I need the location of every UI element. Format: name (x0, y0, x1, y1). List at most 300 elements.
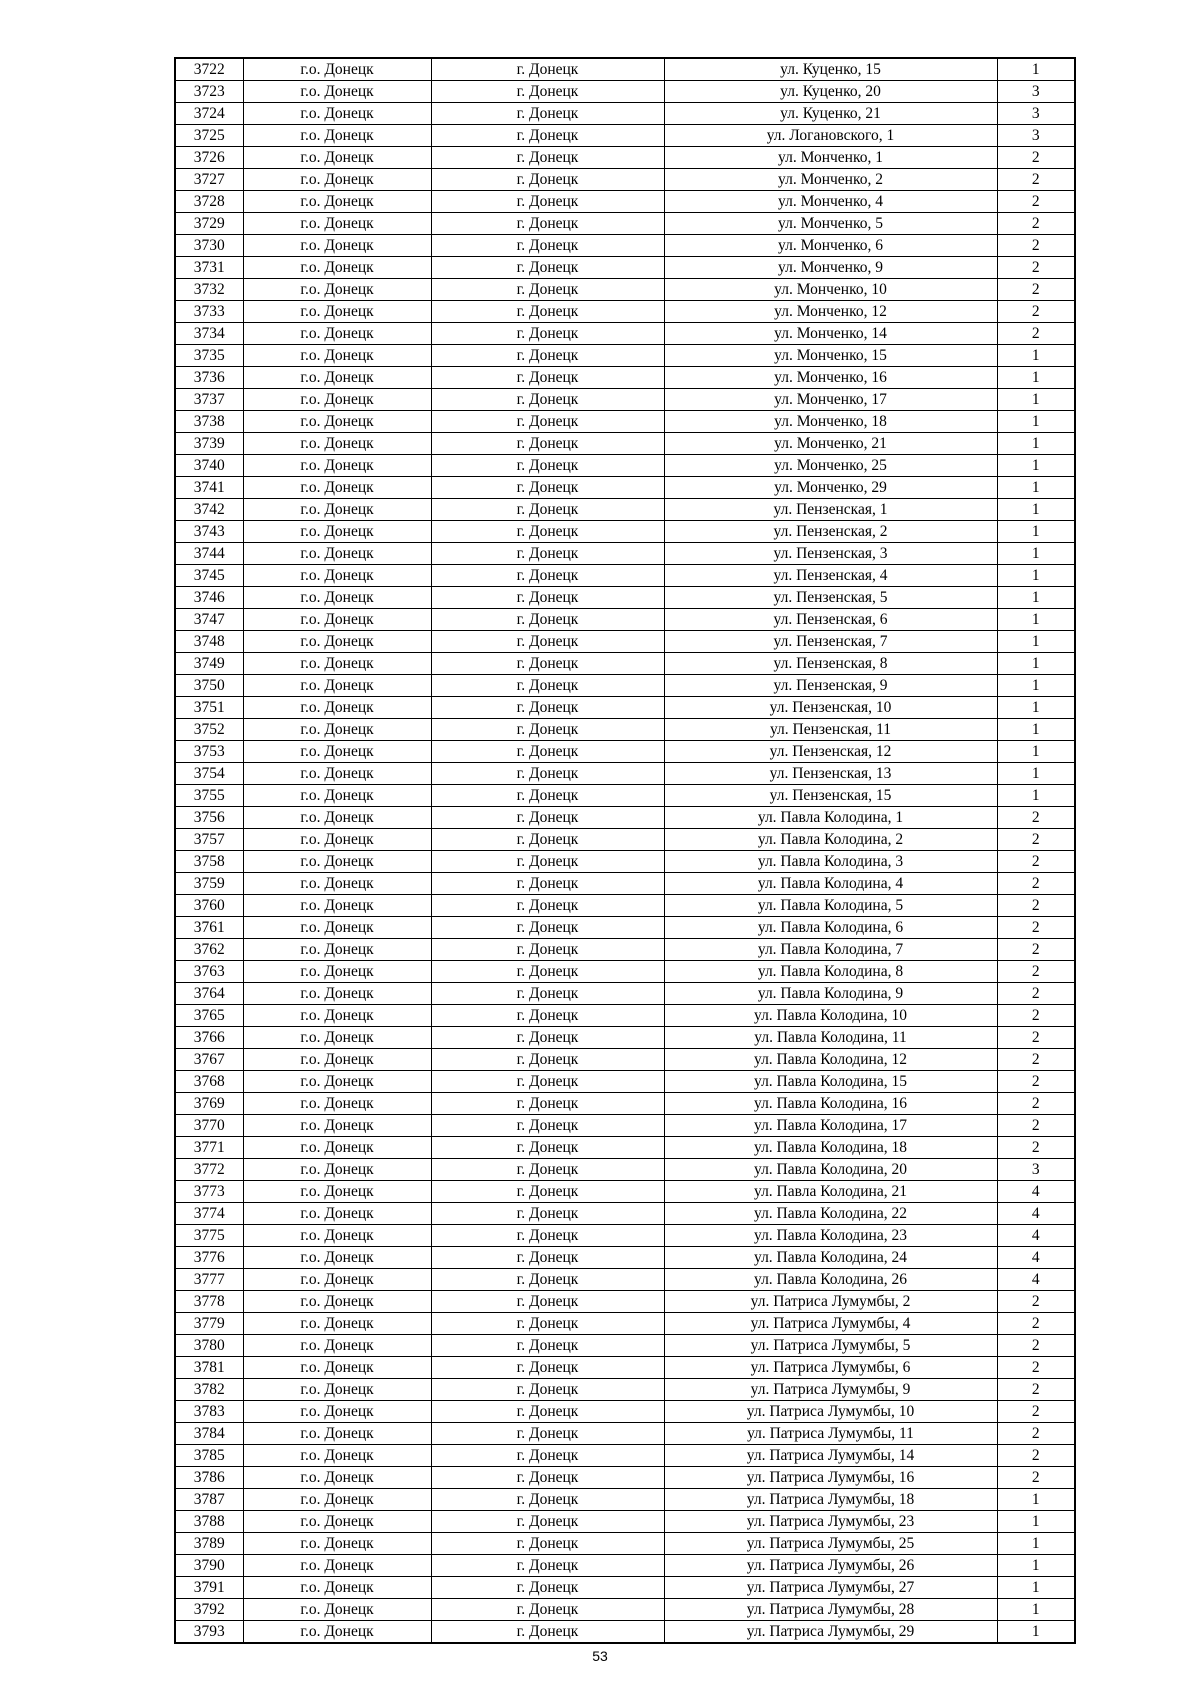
okrug-cell: г.о. Донецк (243, 1225, 431, 1247)
value-cell: 3 (997, 125, 1075, 147)
okrug-cell: г.о. Донецк (243, 279, 431, 301)
table-row (175, 1093, 1075, 1115)
address-cell: ул. Патриса Лумумбы, 4 (664, 1313, 997, 1335)
row-number-cell: 3770 (175, 1115, 243, 1137)
okrug-cell: г.о. Донецк (243, 1005, 431, 1027)
address-cell: ул. Монченко, 6 (664, 235, 997, 257)
value-cell: 3 (997, 1159, 1075, 1181)
address-cell: ул. Патриса Лумумбы, 6 (664, 1357, 997, 1379)
okrug-cell: г.о. Донецк (243, 719, 431, 741)
city-cell: г. Донецк (431, 697, 664, 719)
row-number-cell: 3772 (175, 1159, 243, 1181)
value-cell: 2 (997, 1027, 1075, 1049)
table-row (175, 301, 1075, 323)
address-cell: ул. Патриса Лумумбы, 27 (664, 1577, 997, 1599)
city-cell: г. Донецк (431, 521, 664, 543)
address-cell: ул. Патриса Лумумбы, 18 (664, 1489, 997, 1511)
city-cell: г. Донецк (431, 939, 664, 961)
value-cell: 1 (997, 675, 1075, 697)
okrug-cell: г.о. Донецк (243, 917, 431, 939)
okrug-cell: г.о. Донецк (243, 1181, 431, 1203)
city-cell: г. Донецк (431, 895, 664, 917)
city-cell: г. Донецк (431, 829, 664, 851)
table-row (175, 1357, 1075, 1379)
table-row (175, 1335, 1075, 1357)
okrug-cell: г.о. Донецк (243, 895, 431, 917)
value-cell: 1 (997, 543, 1075, 565)
value-cell: 2 (997, 169, 1075, 191)
okrug-cell: г.о. Донецк (243, 235, 431, 257)
address-cell: ул. Пензенская, 4 (664, 565, 997, 587)
value-cell: 3 (997, 103, 1075, 125)
table-row (175, 58, 1075, 81)
address-cell: ул. Пензенская, 11 (664, 719, 997, 741)
value-cell: 2 (997, 1071, 1075, 1093)
address-cell: ул. Логановского, 1 (664, 125, 997, 147)
row-number-cell: 3777 (175, 1269, 243, 1291)
value-cell: 2 (997, 983, 1075, 1005)
address-cell: ул. Патриса Лумумбы, 23 (664, 1511, 997, 1533)
city-cell: г. Донецк (431, 1533, 664, 1555)
value-cell: 4 (997, 1269, 1075, 1291)
row-number-cell: 3759 (175, 873, 243, 895)
table-row (175, 345, 1075, 367)
value-cell: 3 (997, 81, 1075, 103)
row-number-cell: 3788 (175, 1511, 243, 1533)
city-cell: г. Донецк (431, 103, 664, 125)
city-cell: г. Донецк (431, 609, 664, 631)
value-cell: 1 (997, 653, 1075, 675)
address-cell: ул. Монченко, 9 (664, 257, 997, 279)
value-cell: 2 (997, 301, 1075, 323)
value-cell: 1 (997, 499, 1075, 521)
table-row (175, 543, 1075, 565)
okrug-cell: г.о. Донецк (243, 433, 431, 455)
table-row (175, 1555, 1075, 1577)
value-cell: 1 (997, 587, 1075, 609)
value-cell: 2 (997, 147, 1075, 169)
address-cell: ул. Пензенская, 12 (664, 741, 997, 763)
table-row (175, 279, 1075, 301)
value-cell: 4 (997, 1247, 1075, 1269)
table-row (175, 213, 1075, 235)
row-number-cell: 3793 (175, 1621, 243, 1644)
value-cell: 2 (997, 1313, 1075, 1335)
table-row (175, 1379, 1075, 1401)
row-number-cell: 3748 (175, 631, 243, 653)
city-cell: г. Донецк (431, 1511, 664, 1533)
city-cell: г. Донецк (431, 719, 664, 741)
okrug-cell: г.о. Донецк (243, 455, 431, 477)
value-cell: 1 (997, 455, 1075, 477)
address-cell: ул. Монченко, 1 (664, 147, 997, 169)
address-cell: ул. Павла Колодина, 23 (664, 1225, 997, 1247)
okrug-cell: г.о. Донецк (243, 257, 431, 279)
okrug-cell: г.о. Донецк (243, 191, 431, 213)
row-number-cell: 3761 (175, 917, 243, 939)
row-number-cell: 3727 (175, 169, 243, 191)
city-cell: г. Донецк (431, 741, 664, 763)
table-row (175, 125, 1075, 147)
city-cell: г. Донецк (431, 323, 664, 345)
value-cell: 1 (997, 741, 1075, 763)
address-cell: ул. Монченко, 15 (664, 345, 997, 367)
okrug-cell: г.о. Донецк (243, 697, 431, 719)
city-cell: г. Донецк (431, 1401, 664, 1423)
value-cell: 2 (997, 257, 1075, 279)
okrug-cell: г.о. Донецк (243, 631, 431, 653)
value-cell: 2 (997, 1401, 1075, 1423)
value-cell: 2 (997, 939, 1075, 961)
value-cell: 2 (997, 961, 1075, 983)
table-row (175, 961, 1075, 983)
row-number-cell: 3752 (175, 719, 243, 741)
okrug-cell: г.о. Донецк (243, 1291, 431, 1313)
value-cell: 1 (997, 631, 1075, 653)
value-cell: 1 (997, 1599, 1075, 1621)
row-number-cell: 3765 (175, 1005, 243, 1027)
row-number-cell: 3755 (175, 785, 243, 807)
table-row (175, 411, 1075, 433)
row-number-cell: 3731 (175, 257, 243, 279)
value-cell: 2 (997, 917, 1075, 939)
value-cell: 2 (997, 323, 1075, 345)
row-number-cell: 3745 (175, 565, 243, 587)
city-cell: г. Донецк (431, 807, 664, 829)
okrug-cell: г.о. Донецк (243, 1379, 431, 1401)
address-cell: ул. Павла Колодина, 10 (664, 1005, 997, 1027)
row-number-cell: 3790 (175, 1555, 243, 1577)
address-cell: ул. Монченко, 18 (664, 411, 997, 433)
address-cell: ул. Пензенская, 6 (664, 609, 997, 631)
city-cell: г. Донецк (431, 411, 664, 433)
okrug-cell: г.о. Донецк (243, 147, 431, 169)
address-cell: ул. Патриса Лумумбы, 26 (664, 1555, 997, 1577)
value-cell: 2 (997, 213, 1075, 235)
row-number-cell: 3773 (175, 1181, 243, 1203)
address-cell: ул. Пензенская, 15 (664, 785, 997, 807)
city-cell: г. Донецк (431, 1291, 664, 1313)
value-cell: 1 (997, 367, 1075, 389)
okrug-cell: г.о. Донецк (243, 477, 431, 499)
row-number-cell: 3779 (175, 1313, 243, 1335)
row-number-cell: 3757 (175, 829, 243, 851)
value-cell: 1 (997, 1511, 1075, 1533)
row-number-cell: 3723 (175, 81, 243, 103)
address-cell: ул. Павла Колодина, 3 (664, 851, 997, 873)
city-cell: г. Донецк (431, 477, 664, 499)
row-number-cell: 3741 (175, 477, 243, 499)
okrug-cell: г.о. Донецк (243, 807, 431, 829)
row-number-cell: 3730 (175, 235, 243, 257)
table-row (175, 895, 1075, 917)
address-cell: ул. Пензенская, 3 (664, 543, 997, 565)
row-number-cell: 3738 (175, 411, 243, 433)
okrug-cell: г.о. Донецк (243, 1621, 431, 1644)
city-cell: г. Донецк (431, 1379, 664, 1401)
value-cell: 4 (997, 1203, 1075, 1225)
city-cell: г. Донецк (431, 301, 664, 323)
okrug-cell: г.о. Донецк (243, 741, 431, 763)
table-row (175, 499, 1075, 521)
table-row (175, 1049, 1075, 1071)
table-row (175, 147, 1075, 169)
city-cell: г. Донецк (431, 1049, 664, 1071)
city-cell: г. Донецк (431, 763, 664, 785)
okrug-cell: г.о. Донецк (243, 1071, 431, 1093)
value-cell: 2 (997, 1467, 1075, 1489)
row-number-cell: 3728 (175, 191, 243, 213)
address-cell: ул. Монченко, 2 (664, 169, 997, 191)
address-cell: ул. Монченко, 14 (664, 323, 997, 345)
address-cell: ул. Патриса Лумумбы, 11 (664, 1423, 997, 1445)
okrug-cell: г.о. Донецк (243, 389, 431, 411)
table-row (175, 1005, 1075, 1027)
table-row (175, 939, 1075, 961)
city-cell: г. Донецк (431, 257, 664, 279)
address-cell: ул. Патриса Лумумбы, 28 (664, 1599, 997, 1621)
address-cell: ул. Патриса Лумумбы, 5 (664, 1335, 997, 1357)
address-cell: ул. Куценко, 20 (664, 81, 997, 103)
address-cell: ул. Павла Колодина, 20 (664, 1159, 997, 1181)
okrug-cell: г.о. Донецк (243, 829, 431, 851)
row-number-cell: 3767 (175, 1049, 243, 1071)
address-cell: ул. Монченко, 21 (664, 433, 997, 455)
city-cell: г. Донецк (431, 1423, 664, 1445)
address-cell: ул. Павла Колодина, 4 (664, 873, 997, 895)
okrug-cell: г.о. Донецк (243, 565, 431, 587)
row-number-cell: 3774 (175, 1203, 243, 1225)
address-cell: ул. Монченко, 17 (664, 389, 997, 411)
row-number-cell: 3786 (175, 1467, 243, 1489)
okrug-cell: г.о. Донецк (243, 1335, 431, 1357)
address-table-body (175, 58, 1075, 1643)
okrug-cell: г.о. Донецк (243, 983, 431, 1005)
city-cell: г. Донецк (431, 1093, 664, 1115)
okrug-cell: г.о. Донецк (243, 1313, 431, 1335)
row-number-cell: 3762 (175, 939, 243, 961)
row-number-cell: 3744 (175, 543, 243, 565)
okrug-cell: г.о. Донецк (243, 609, 431, 631)
table-row (175, 1181, 1075, 1203)
value-cell: 2 (997, 235, 1075, 257)
table-row (175, 257, 1075, 279)
city-cell: г. Донецк (431, 1335, 664, 1357)
table-row (175, 1115, 1075, 1137)
table-row (175, 455, 1075, 477)
table-row (175, 521, 1075, 543)
address-cell: ул. Монченко, 4 (664, 191, 997, 213)
address-cell: ул. Монченко, 29 (664, 477, 997, 499)
city-cell: г. Донецк (431, 587, 664, 609)
city-cell: г. Донецк (431, 1027, 664, 1049)
city-cell: г. Донецк (431, 1357, 664, 1379)
row-number-cell: 3733 (175, 301, 243, 323)
value-cell: 1 (997, 477, 1075, 499)
city-cell: г. Донецк (431, 235, 664, 257)
okrug-cell: г.о. Донецк (243, 125, 431, 147)
table-row (175, 587, 1075, 609)
value-cell: 2 (997, 191, 1075, 213)
address-cell: ул. Павла Колодина, 21 (664, 1181, 997, 1203)
address-cell: ул. Пензенская, 7 (664, 631, 997, 653)
address-cell: ул. Павла Колодина, 5 (664, 895, 997, 917)
table-row (175, 1203, 1075, 1225)
okrug-cell: г.о. Донецк (243, 939, 431, 961)
city-cell: г. Донецк (431, 455, 664, 477)
table-row (175, 1137, 1075, 1159)
table-row (175, 323, 1075, 345)
table-row (175, 697, 1075, 719)
row-number-cell: 3736 (175, 367, 243, 389)
table-row (175, 1159, 1075, 1181)
address-table (174, 57, 1076, 1644)
table-row (175, 389, 1075, 411)
row-number-cell: 3751 (175, 697, 243, 719)
address-cell: ул. Павла Колодина, 8 (664, 961, 997, 983)
address-cell: ул. Павла Колодина, 15 (664, 1071, 997, 1093)
city-cell: г. Донецк (431, 1445, 664, 1467)
city-cell: г. Донецк (431, 543, 664, 565)
value-cell: 2 (997, 1115, 1075, 1137)
okrug-cell: г.о. Донецк (243, 213, 431, 235)
row-number-cell: 3787 (175, 1489, 243, 1511)
row-number-cell: 3742 (175, 499, 243, 521)
value-cell: 1 (997, 1621, 1075, 1644)
table-row (175, 191, 1075, 213)
okrug-cell: г.о. Донецк (243, 345, 431, 367)
city-cell: г. Донецк (431, 279, 664, 301)
city-cell: г. Донецк (431, 675, 664, 697)
address-cell: ул. Патриса Лумумбы, 10 (664, 1401, 997, 1423)
table-row (175, 1599, 1075, 1621)
address-cell: ул. Куценко, 15 (664, 58, 997, 81)
city-cell: г. Донецк (431, 961, 664, 983)
address-cell: ул. Павла Колодина, 11 (664, 1027, 997, 1049)
address-cell: ул. Патриса Лумумбы, 29 (664, 1621, 997, 1644)
okrug-cell: г.о. Донецк (243, 1203, 431, 1225)
value-cell: 1 (997, 785, 1075, 807)
value-cell: 4 (997, 1225, 1075, 1247)
okrug-cell: г.о. Донецк (243, 1445, 431, 1467)
row-number-cell: 3747 (175, 609, 243, 631)
row-number-cell: 3785 (175, 1445, 243, 1467)
city-cell: г. Донецк (431, 917, 664, 939)
table-row (175, 477, 1075, 499)
city-cell: г. Донецк (431, 1115, 664, 1137)
city-cell: г. Донецк (431, 631, 664, 653)
address-cell: ул. Павла Колодина, 18 (664, 1137, 997, 1159)
value-cell: 1 (997, 345, 1075, 367)
row-number-cell: 3784 (175, 1423, 243, 1445)
address-cell: ул. Пензенская, 1 (664, 499, 997, 521)
address-cell: ул. Павла Колодина, 2 (664, 829, 997, 851)
city-cell: г. Донецк (431, 1555, 664, 1577)
table-row (175, 917, 1075, 939)
table-row (175, 763, 1075, 785)
address-cell: ул. Монченко, 5 (664, 213, 997, 235)
value-cell: 1 (997, 763, 1075, 785)
value-cell: 2 (997, 1005, 1075, 1027)
row-number-cell: 3781 (175, 1357, 243, 1379)
city-cell: г. Донецк (431, 1203, 664, 1225)
value-cell: 1 (997, 521, 1075, 543)
address-cell: ул. Павла Колодина, 24 (664, 1247, 997, 1269)
value-cell: 2 (997, 1093, 1075, 1115)
row-number-cell: 3732 (175, 279, 243, 301)
city-cell: г. Донецк (431, 1467, 664, 1489)
row-number-cell: 3753 (175, 741, 243, 763)
city-cell: г. Донецк (431, 1621, 664, 1644)
address-cell: ул. Монченко, 10 (664, 279, 997, 301)
row-number-cell: 3782 (175, 1379, 243, 1401)
okrug-cell: г.о. Донецк (243, 1159, 431, 1181)
table-row (175, 1489, 1075, 1511)
table-row (175, 829, 1075, 851)
okrug-cell: г.о. Донецк (243, 1555, 431, 1577)
city-cell: г. Донецк (431, 653, 664, 675)
value-cell: 1 (997, 719, 1075, 741)
row-number-cell: 3778 (175, 1291, 243, 1313)
value-cell: 1 (997, 1533, 1075, 1555)
okrug-cell: г.о. Донецк (243, 1357, 431, 1379)
row-number-cell: 3729 (175, 213, 243, 235)
row-number-cell: 3750 (175, 675, 243, 697)
value-cell: 1 (997, 389, 1075, 411)
value-cell: 2 (997, 1291, 1075, 1313)
city-cell: г. Донецк (431, 1599, 664, 1621)
okrug-cell: г.о. Донецк (243, 1489, 431, 1511)
okrug-cell: г.о. Донецк (243, 301, 431, 323)
row-number-cell: 3746 (175, 587, 243, 609)
city-cell: г. Донецк (431, 1159, 664, 1181)
address-cell: ул. Пензенская, 5 (664, 587, 997, 609)
city-cell: г. Донецк (431, 1225, 664, 1247)
page-number: 53 (592, 1648, 608, 1664)
okrug-cell: г.о. Донецк (243, 1511, 431, 1533)
city-cell: г. Донецк (431, 1071, 664, 1093)
address-cell: ул. Павла Колодина, 12 (664, 1049, 997, 1071)
okrug-cell: г.о. Донецк (243, 1115, 431, 1137)
table-row (175, 653, 1075, 675)
address-cell: ул. Куценко, 21 (664, 103, 997, 125)
table-row (175, 983, 1075, 1005)
address-cell: ул. Павла Колодина, 26 (664, 1269, 997, 1291)
row-number-cell: 3735 (175, 345, 243, 367)
okrug-cell: г.о. Донецк (243, 1467, 431, 1489)
row-number-cell: 3771 (175, 1137, 243, 1159)
address-cell: ул. Павла Колодина, 16 (664, 1093, 997, 1115)
okrug-cell: г.о. Донецк (243, 103, 431, 125)
okrug-cell: г.о. Донецк (243, 81, 431, 103)
table-row (175, 851, 1075, 873)
table-row (175, 1467, 1075, 1489)
table-row (175, 169, 1075, 191)
city-cell: г. Донецк (431, 851, 664, 873)
okrug-cell: г.о. Донецк (243, 1423, 431, 1445)
row-number-cell: 3763 (175, 961, 243, 983)
table-row (175, 741, 1075, 763)
okrug-cell: г.о. Донецк (243, 543, 431, 565)
value-cell: 1 (997, 1489, 1075, 1511)
row-number-cell: 3783 (175, 1401, 243, 1423)
table-row (175, 235, 1075, 257)
value-cell: 2 (997, 1423, 1075, 1445)
row-number-cell: 3726 (175, 147, 243, 169)
value-cell: 1 (997, 1577, 1075, 1599)
address-cell: ул. Монченко, 25 (664, 455, 997, 477)
okrug-cell: г.о. Донецк (243, 961, 431, 983)
